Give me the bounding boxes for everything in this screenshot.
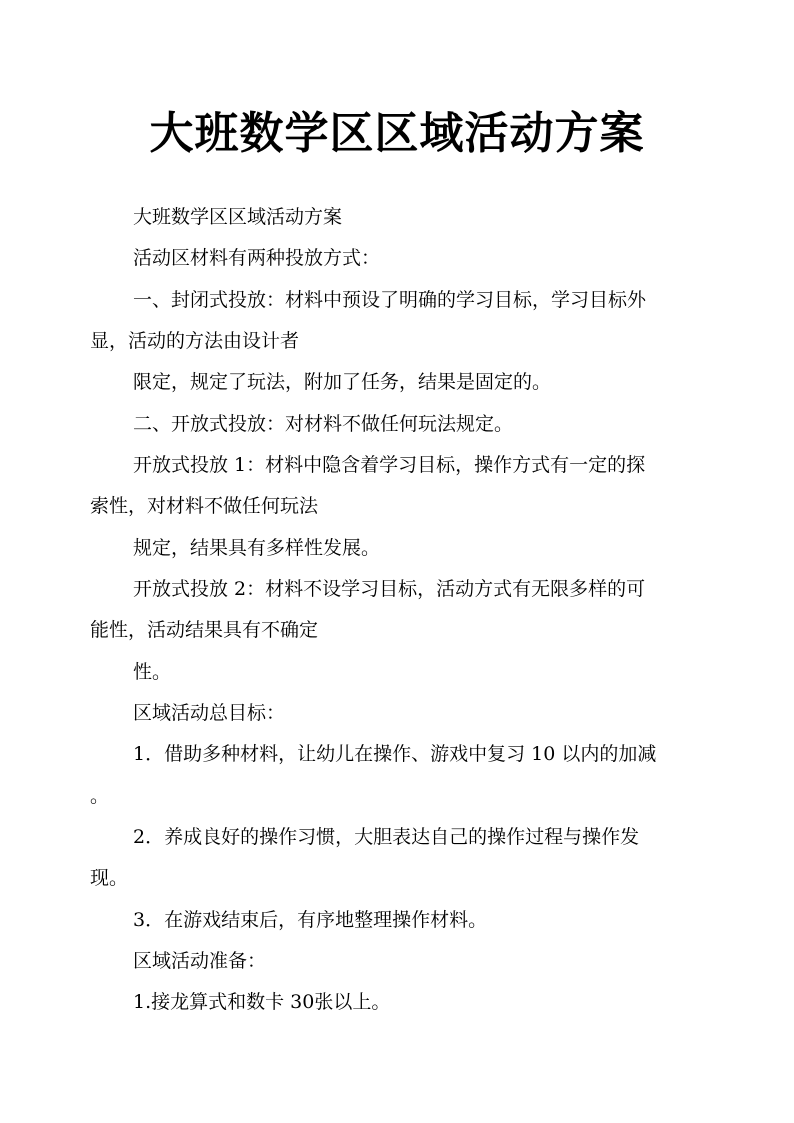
paragraph-line: 区域活动总目标： <box>133 702 286 724</box>
paragraph-line: 规定，结果具有多样性发展。 <box>133 537 381 559</box>
paragraph-line: 开放式投放 2：材料不设学习目标，活动方式有无限多样的可 <box>133 578 646 600</box>
paragraph-line: 2．养成良好的操作习惯，大胆表达自己的操作过程与操作发 <box>133 826 640 848</box>
paragraph-line: 性。 <box>133 661 172 683</box>
paragraph-line: 。 <box>90 785 110 807</box>
paragraph-line: 3．在游戏结束后，有序地整理操作材料。 <box>133 909 488 931</box>
paragraph-line: 活动区材料有两种投放方式： <box>133 247 381 269</box>
paragraph-line: 能性，活动结果具有不确定 <box>90 619 319 641</box>
paragraph-line: 1.接龙算式和数卡 30张以上。 <box>133 991 391 1013</box>
paragraph-line: 区域活动准备： <box>133 950 267 972</box>
document-title: 大班数学区区域活动方案 <box>149 108 645 159</box>
paragraph-line: 索性，对材料不做任何玩法 <box>90 495 319 517</box>
paragraph-line: 二、开放式投放：对材料不做任何玩法规定。 <box>133 413 514 435</box>
paragraph-line: 限定，规定了玩法，附加了任务，结果是固定的。 <box>133 371 552 393</box>
paragraph-line: 大班数学区区域活动方案 <box>133 206 343 228</box>
paragraph-line: 显，活动的方法由设计者 <box>90 330 300 352</box>
paragraph-line: 现。 <box>90 867 129 889</box>
paragraph-line: 1．借助多种材料，让幼儿在操作、游戏中复习 10 以内的加减 <box>133 743 657 765</box>
paragraph-line: 一、封闭式投放：材料中预设了明确的学习目标，学习目标外 <box>133 289 647 311</box>
paragraph-line: 开放式投放 1：材料中隐含着学习目标，操作方式有一定的探 <box>133 454 646 476</box>
